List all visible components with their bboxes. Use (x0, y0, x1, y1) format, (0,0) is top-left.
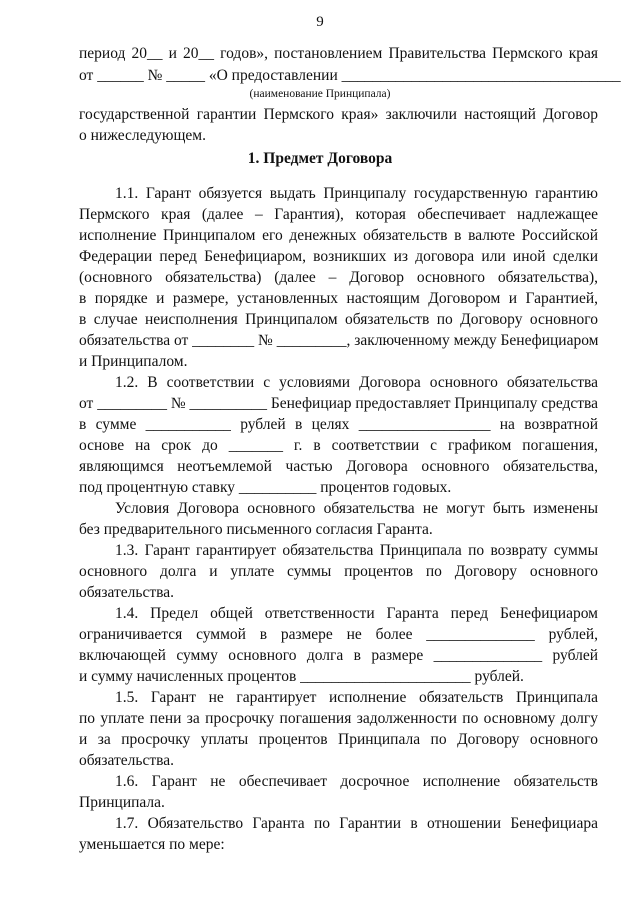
text-line: Федерации перед Бенефициаром, возникших из договора или иной сделки (79, 248, 598, 265)
text-line: по уплате пени за просрочку погашения задолженности по основному долгу (79, 710, 598, 727)
text-line: и Принципалом. (79, 353, 188, 370)
text-line: 1.3. Гарант гарантирует обязательства Принципала по возврату суммы (115, 542, 598, 559)
principal-name-caption: (наименование Принципала) (249, 88, 391, 100)
text-line: государственной гарантии Пермского края» заключили настоящий Договор (79, 106, 598, 123)
text-line: ограничивается суммой в размере не более ______________ рублей, (79, 626, 598, 643)
text-line: в порядке и размере, установленных настоящим Договором и Гарантией, (79, 290, 598, 307)
text-line: (основного обязательства) (далее – Договор основного обязательства), (79, 269, 598, 286)
text-line: Условия Договора основного обязательства не могут быть изменены (115, 500, 598, 517)
text-line: от ______ № _____ «О предоставлении ____________________________________ (79, 67, 621, 84)
text-line: 1.1. Гарант обязуется выдать Принципалу государственную гарантию (115, 185, 598, 202)
text-line: обязательства. (79, 752, 174, 769)
text-line: от _________ № __________ Бенефициар предоставляет Принципалу средства (79, 395, 599, 412)
text-line: обязательства. (79, 584, 174, 601)
text-line: являющимся неотъемлемой частью Договора основного обязательства, (79, 458, 598, 475)
text-line: период 20__ и 20__ годов», постановлением Правительства Пермского края (79, 45, 598, 62)
text-line: уменьшается по мере: (79, 836, 225, 853)
text-line: 1.4. Предел общей ответственности Гаранта перед Бенефициаром (115, 605, 598, 622)
page-number: 9 (316, 14, 324, 30)
text-line: 1.5. Гарант не гарантирует исполнение обязательств Принципала (115, 689, 598, 706)
text-line: и за просрочку уплаты процентов Принципала по Договору основного (79, 731, 598, 748)
section-heading: 1. Предмет Договора (247, 150, 393, 167)
text-line: без предварительного письменного согласия Гаранта. (79, 521, 433, 538)
text-line: Принципала. (79, 794, 165, 811)
text-line: включающей сумму основного долга в размере ______________ рублей (79, 647, 598, 664)
text-line: под процентную ставку __________ процентов годовых. (79, 479, 452, 496)
text-line: 1.6. Гарант не обеспечивает досрочное исполнение обязательств (115, 773, 598, 790)
text-line: в случае неисполнения Принципалом обязательств по Договору основного (79, 311, 598, 328)
text-line: 1.7. Обязательство Гаранта по Гарантии в отношении Бенефициара (115, 815, 598, 832)
text-line: основе на срок до _______ г. в соответствии с графиком погашения, (79, 437, 598, 454)
text-line: в сумме ___________ рублей в целях _________________ на возвратной (79, 416, 598, 433)
text-line: и сумму начисленных процентов ______________________ рублей. (79, 668, 524, 685)
text-line: Пермского края (далее – Гарантия), которая обеспечивает надлежащее (79, 206, 598, 223)
text-line: обязательства от ________ № _________, заключенному между Бенефициаром (79, 332, 599, 349)
text-line: основного долга и уплате суммы процентов по Договору основного (79, 563, 598, 580)
text-line: исполнение Принципалом его денежных обязательств в валюте Российской (79, 227, 598, 244)
text-line: 1.2. В соответствии с условиями Договора основного обязательства (115, 374, 598, 391)
text-line: о нижеследующем. (79, 127, 206, 144)
